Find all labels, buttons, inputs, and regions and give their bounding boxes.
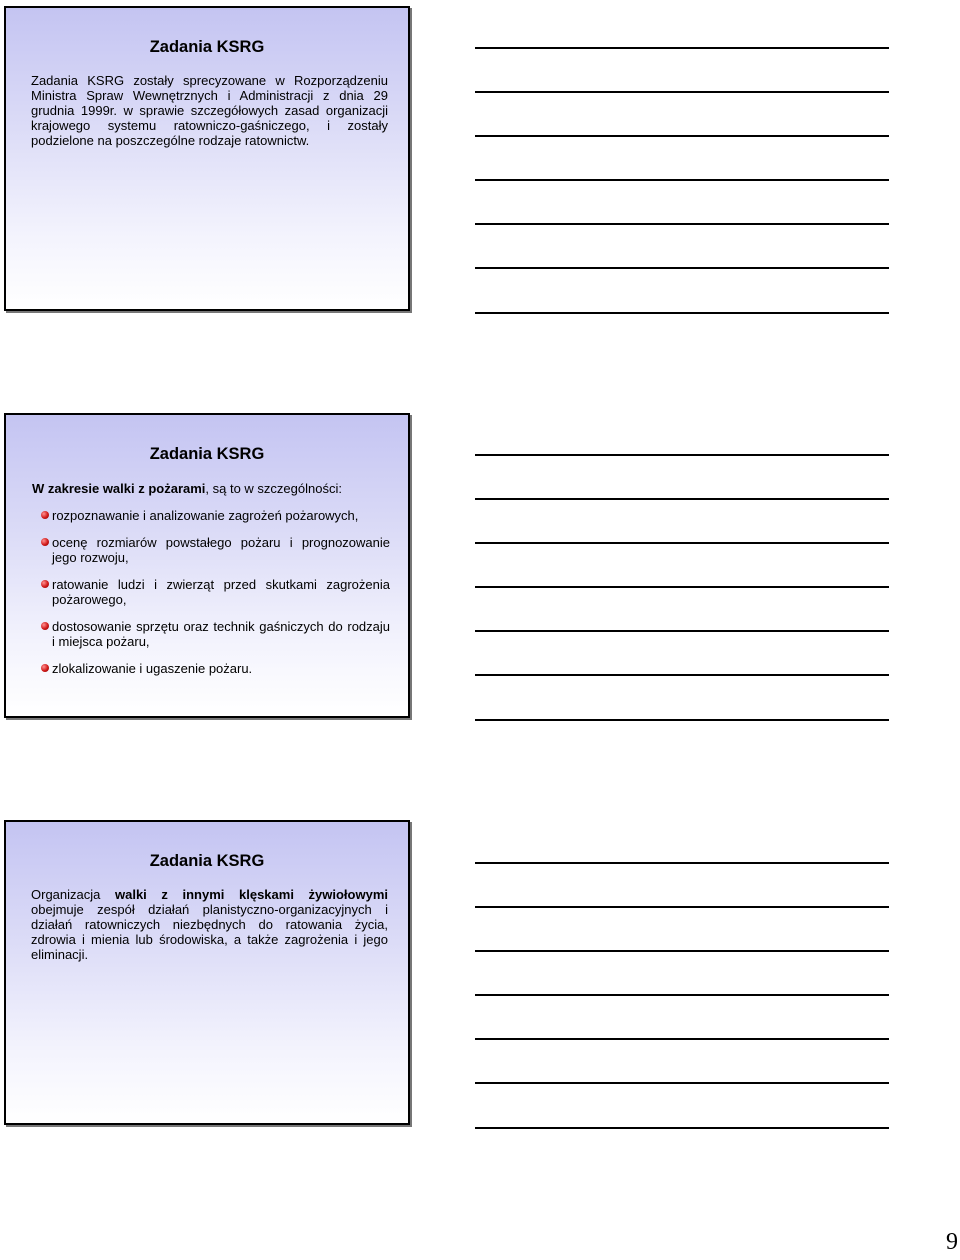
note-line [475, 586, 889, 588]
slide-title: Zadania KSRG [149, 38, 265, 56]
note-line [475, 312, 889, 314]
slide-title: Zadania KSRG [149, 852, 265, 870]
note-line [475, 542, 889, 544]
note-line [475, 862, 889, 864]
page-number: 9 [946, 1229, 958, 1255]
note-line [475, 267, 889, 269]
bullet-item: ratowanie ludzi i zwierząt przed skutkami zagrożenia pożarowego, [32, 577, 390, 607]
note-line [475, 179, 889, 181]
bullet-item: ocenę rozmiarów powstałego pożaru i prognozowanie jego rozwoju, [32, 535, 390, 565]
bullet-dot-icon [41, 538, 49, 546]
bullet-list [32, 508, 390, 676]
note-line [475, 498, 889, 500]
note-line [475, 135, 889, 137]
note-line [475, 994, 889, 996]
bullet-item: zlokalizowanie i ugaszenie pożaru. [32, 661, 390, 676]
note-line [475, 719, 889, 721]
note-line [475, 47, 889, 49]
note-line [475, 950, 889, 952]
note-line [475, 1038, 889, 1040]
note-line [475, 454, 889, 456]
slide-3 [4, 820, 410, 1125]
note-line [475, 1127, 889, 1129]
note-line [475, 1082, 889, 1084]
slide-body: Organizacja walki z innymi klęskami żywiołowymi obejmuje zespół działań planistyczno-organizacyjnych i działań ratowniczych niezbędnych do ratowania życia, zdrowia i mienia lub środowiska, a także zagrożenia i jego eliminacji. [31, 887, 389, 962]
slide-body: Zadania KSRG zostały sprecyzowane w Rozporządzeniu Ministra Spraw Wewnętrznych i Administracji z dnia 29 grudnia 1999r. w sprawie szczegółowych zasad organizacji krajowego systemu ratowniczo-gaśniczego, i zostały podzielone na poszczególne rodzaje ratownictw. [31, 73, 388, 148]
bullet-item: dostosowanie sprzętu oraz technik gaśniczych do rodzaju i miejsca pożaru, [32, 619, 390, 649]
note-line [475, 674, 889, 676]
intro-emphasis: W zakresie walki z pożarami [32, 481, 206, 496]
body-emphasis: walki z innymi klęskami żywiołowymi [114, 887, 389, 902]
note-line [475, 630, 889, 632]
bullet-dot-icon [41, 664, 49, 672]
slide-2 [4, 413, 410, 718]
intro-rest: , są to w szczególności: [205, 481, 342, 496]
bullet-dot-icon [41, 580, 49, 588]
slide-intro [32, 481, 390, 496]
slide-body [6, 481, 408, 676]
bullet-item: rozpoznawanie i analizowanie zagrożeń pożarowych, [32, 508, 390, 523]
note-line [475, 223, 889, 225]
slide-title: Zadania KSRG [149, 445, 265, 463]
note-line [475, 91, 889, 93]
bullet-dot-icon [41, 622, 49, 630]
bullet-dot-icon [41, 511, 49, 519]
note-line [475, 906, 889, 908]
slide-1 [4, 6, 410, 311]
